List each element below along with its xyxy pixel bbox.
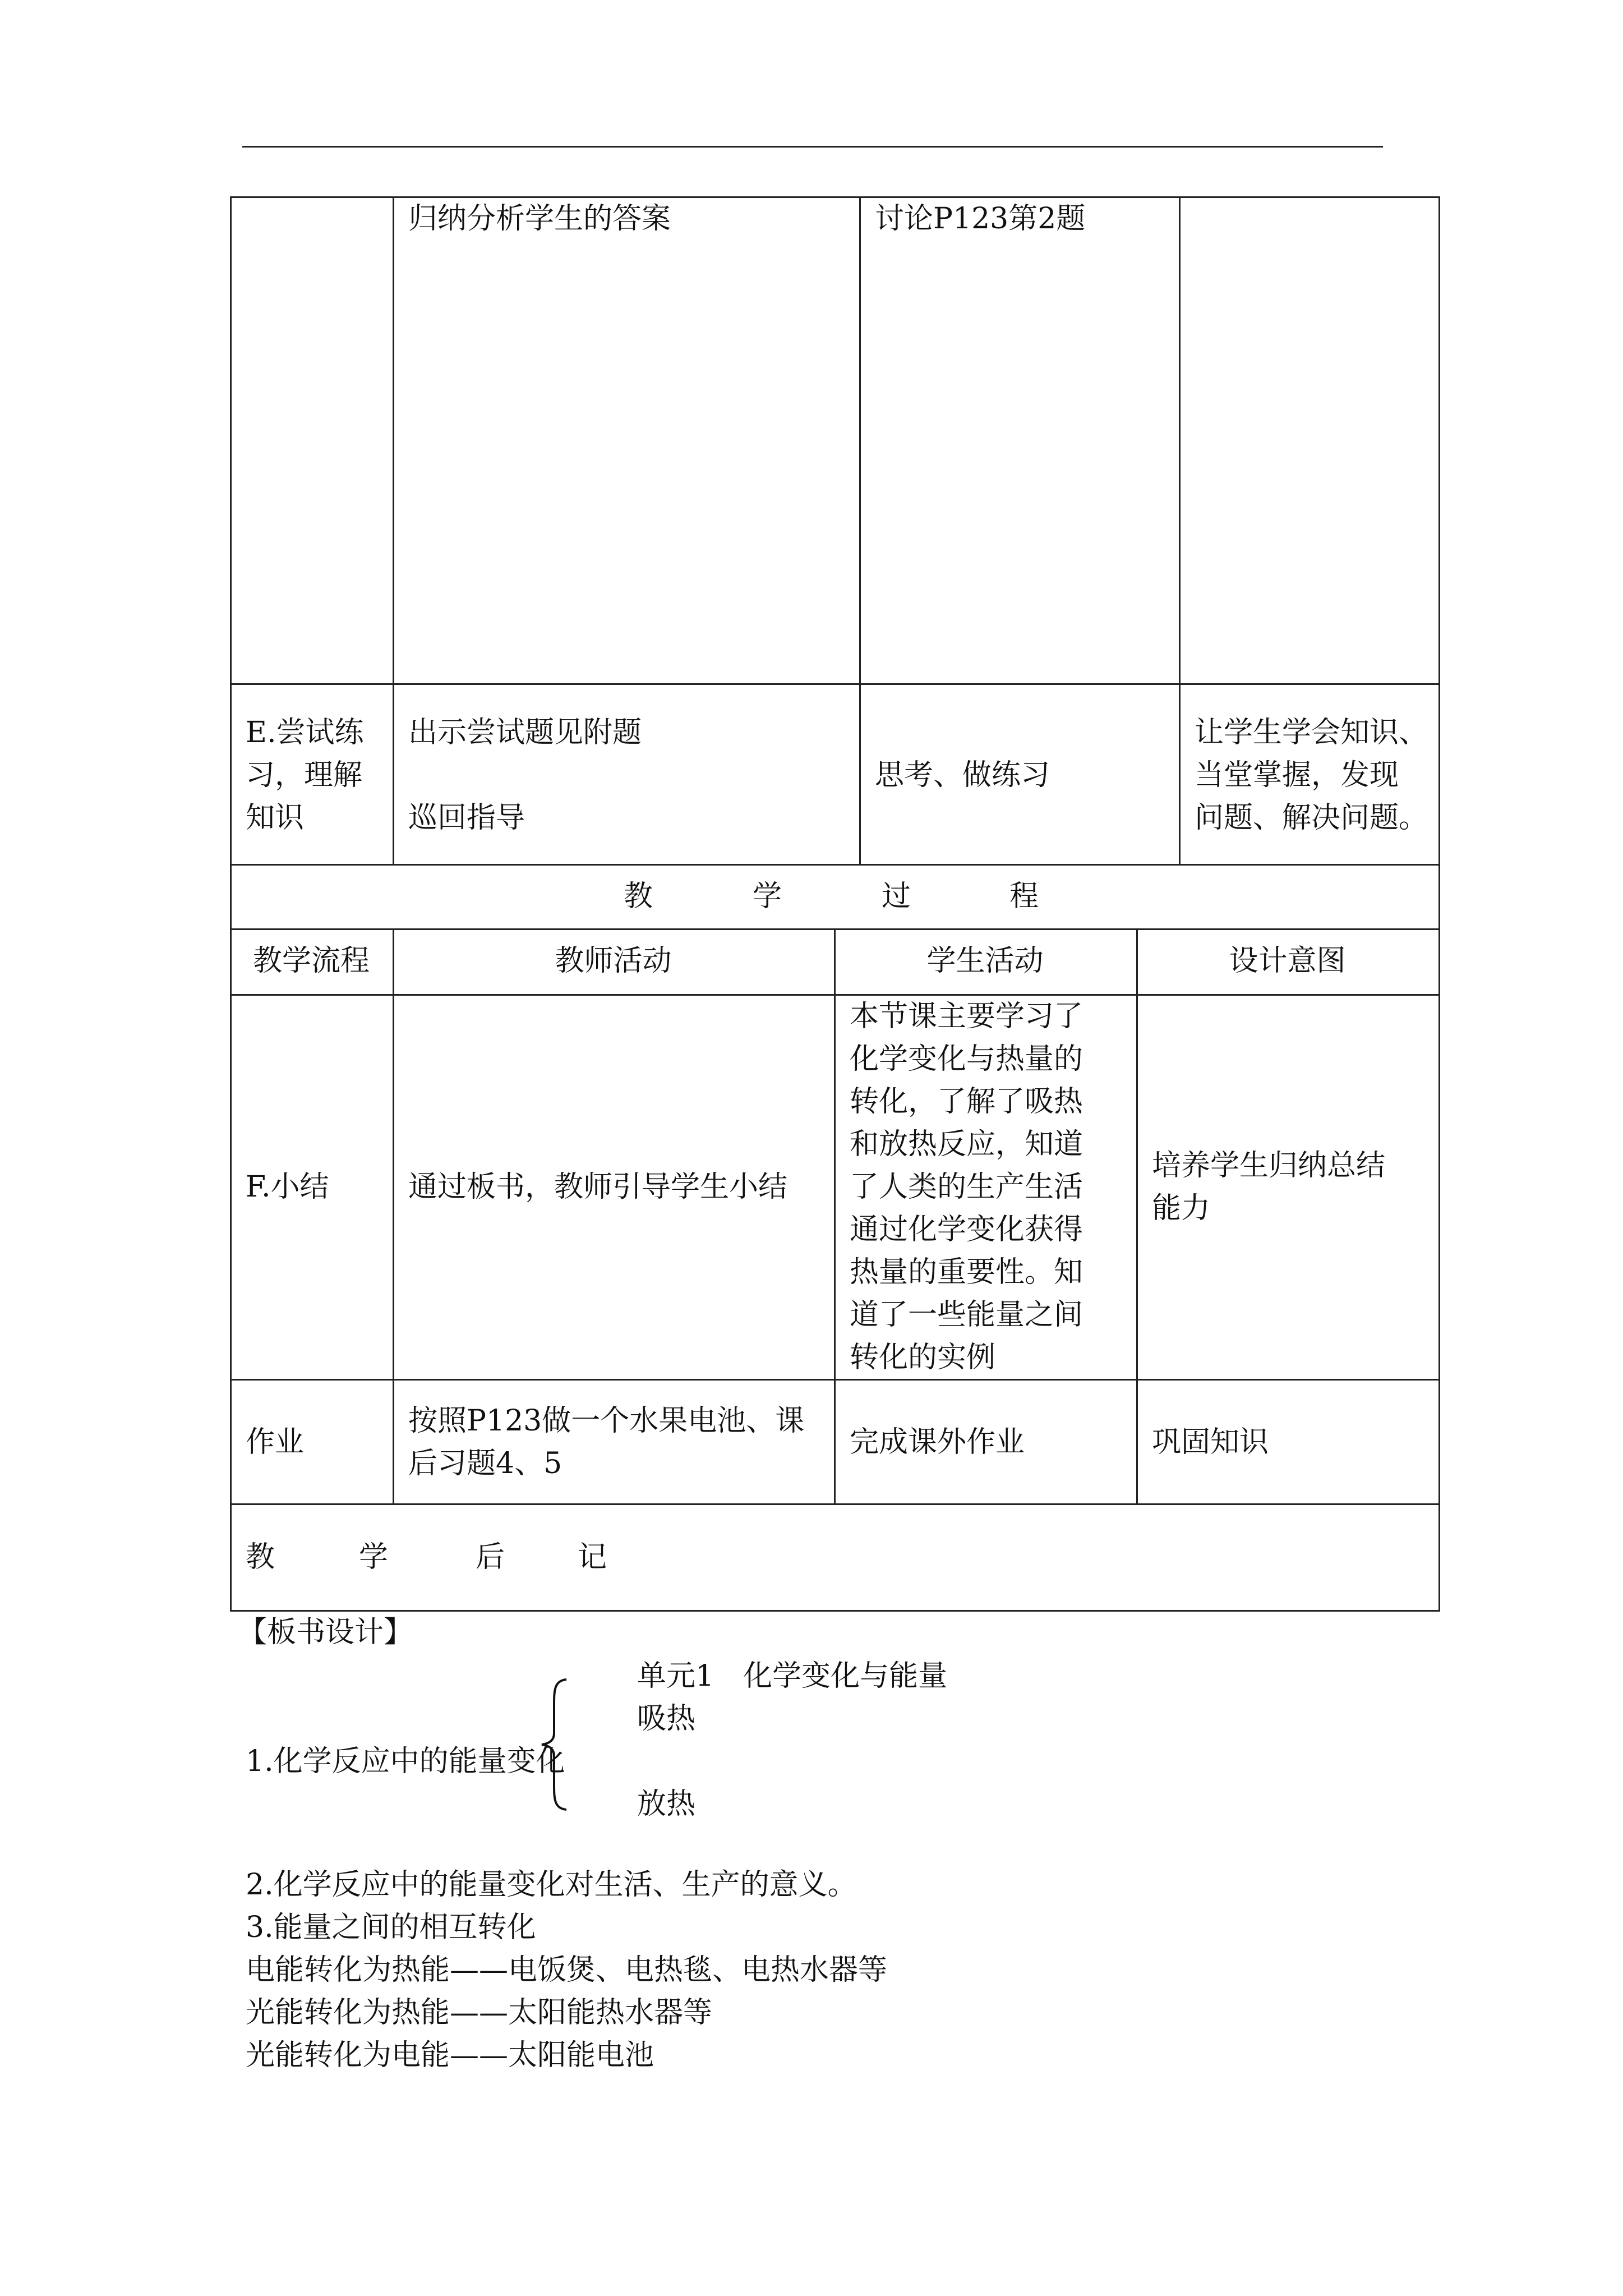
- summary-student-line: 通过化学变化获得: [850, 1213, 1083, 1246]
- table2-right-border: [1438, 864, 1440, 1610]
- board-design-title: 【板书设计】: [238, 1616, 413, 1649]
- row2-step-line1: E.尝试练: [246, 716, 364, 749]
- postscript-char-3: 后: [476, 1540, 505, 1574]
- summary-student-line: 和放热反应，知道: [850, 1128, 1083, 1161]
- summary-student-line: 了人类的生产生活: [850, 1170, 1083, 1204]
- postscript-char-2: 学: [359, 1540, 389, 1574]
- summary-student-line: 转化，了解了吸热: [850, 1085, 1083, 1119]
- row2-step-line3: 知识: [246, 801, 305, 835]
- summary-student-line: 热量的重要性。知: [850, 1255, 1083, 1289]
- row2-student-activity: 思考、做练习: [875, 758, 1050, 792]
- row2-intent-line1: 让学生学会知识、: [1195, 716, 1428, 749]
- row2-intent-line3: 问题、解决问题。: [1195, 801, 1428, 835]
- postscript-char-1: 教: [246, 1540, 275, 1574]
- homework-step: 作业: [246, 1425, 305, 1459]
- summary-step: F.小结: [246, 1170, 329, 1204]
- homework-student-activity: 完成课外作业: [850, 1425, 1025, 1459]
- col-header-teacher: 教师活动: [555, 944, 672, 978]
- board-item-1: 1.化学反应中的能量变化: [246, 1745, 565, 1778]
- summary-teacher-activity: 通过板书，教师引导学生小结: [408, 1170, 788, 1204]
- table2-col-divider-2: [834, 928, 836, 1503]
- table1-row-divider: [230, 683, 1440, 685]
- table2-top-border: [230, 864, 1440, 866]
- board-conversion-line-3: 光能转化为电能——太阳能电池: [246, 2039, 654, 2072]
- board-conversion-line-1: 电能转化为热能——电饭煲、电热毯、电热水器等: [246, 1953, 888, 1987]
- col-header-flow: 教学流程: [252, 944, 370, 978]
- table1-right-border: [1438, 196, 1440, 864]
- board-item-3: 3.能量之间的相互转化: [246, 1911, 536, 1944]
- board-absorb-heat: 吸热: [637, 1702, 696, 1736]
- process-heading-char-4: 程: [1009, 880, 1039, 913]
- col-header-intent: 设计意图: [1229, 944, 1346, 978]
- board-release-heat: 放热: [637, 1787, 696, 1821]
- process-heading-char-1: 教: [624, 880, 653, 913]
- row2-step-line2: 习，理解: [246, 758, 363, 792]
- process-heading-char-3: 过: [882, 880, 911, 913]
- row1-teacher-activity: 归纳分析学生的答案: [408, 202, 671, 236]
- curly-brace-icon: [538, 1677, 572, 1812]
- homework-teacher-line: 后习题4、5: [408, 1447, 562, 1480]
- board-unit-title: 单元1 化学变化与能量: [637, 1659, 948, 1693]
- table1-col-divider-3: [1179, 196, 1181, 864]
- row2-teacher-line1: 出示尝试题见附题: [408, 716, 642, 749]
- row2-teacher-line2: 巡回指导: [408, 801, 525, 835]
- table2-col-divider-1: [393, 928, 394, 1503]
- process-heading-char-2: 学: [753, 880, 782, 913]
- row2-intent-line2: 当堂掌握，发现: [1195, 758, 1399, 792]
- summary-student-line: 道了一些能量之间: [850, 1298, 1083, 1332]
- homework-intent: 巩固知识: [1152, 1425, 1269, 1459]
- board-item-2: 2.化学反应中的能量变化对生活、生产的意义。: [246, 1868, 857, 1902]
- homework-teacher-line: 按照P123做一个水果电池、课: [408, 1404, 805, 1438]
- col-header-student: 学生活动: [926, 944, 1044, 978]
- table1-col-divider-2: [859, 196, 861, 864]
- board-conversion-line-2: 光能转化为热能——太阳能热水器等: [246, 1996, 713, 2030]
- summary-intent-line: 能力: [1152, 1191, 1211, 1225]
- postscript-char-4: 记: [578, 1540, 607, 1574]
- summary-student-line: 本节课主要学习了: [850, 1000, 1083, 1033]
- summary-student-line: 化学变化与热量的: [850, 1042, 1083, 1076]
- header-rule: [242, 146, 1383, 148]
- table1-col-divider-1: [393, 196, 394, 864]
- summary-student-line: 转化的实例: [850, 1341, 996, 1374]
- row1-student-activity: 讨论P123第2题: [875, 202, 1086, 236]
- table2-col-divider-3: [1136, 928, 1138, 1503]
- table2-homework-divider: [230, 1503, 1440, 1505]
- table1-left-border: [230, 196, 232, 864]
- summary-intent-line: 培养学生归纳总结: [1152, 1149, 1386, 1182]
